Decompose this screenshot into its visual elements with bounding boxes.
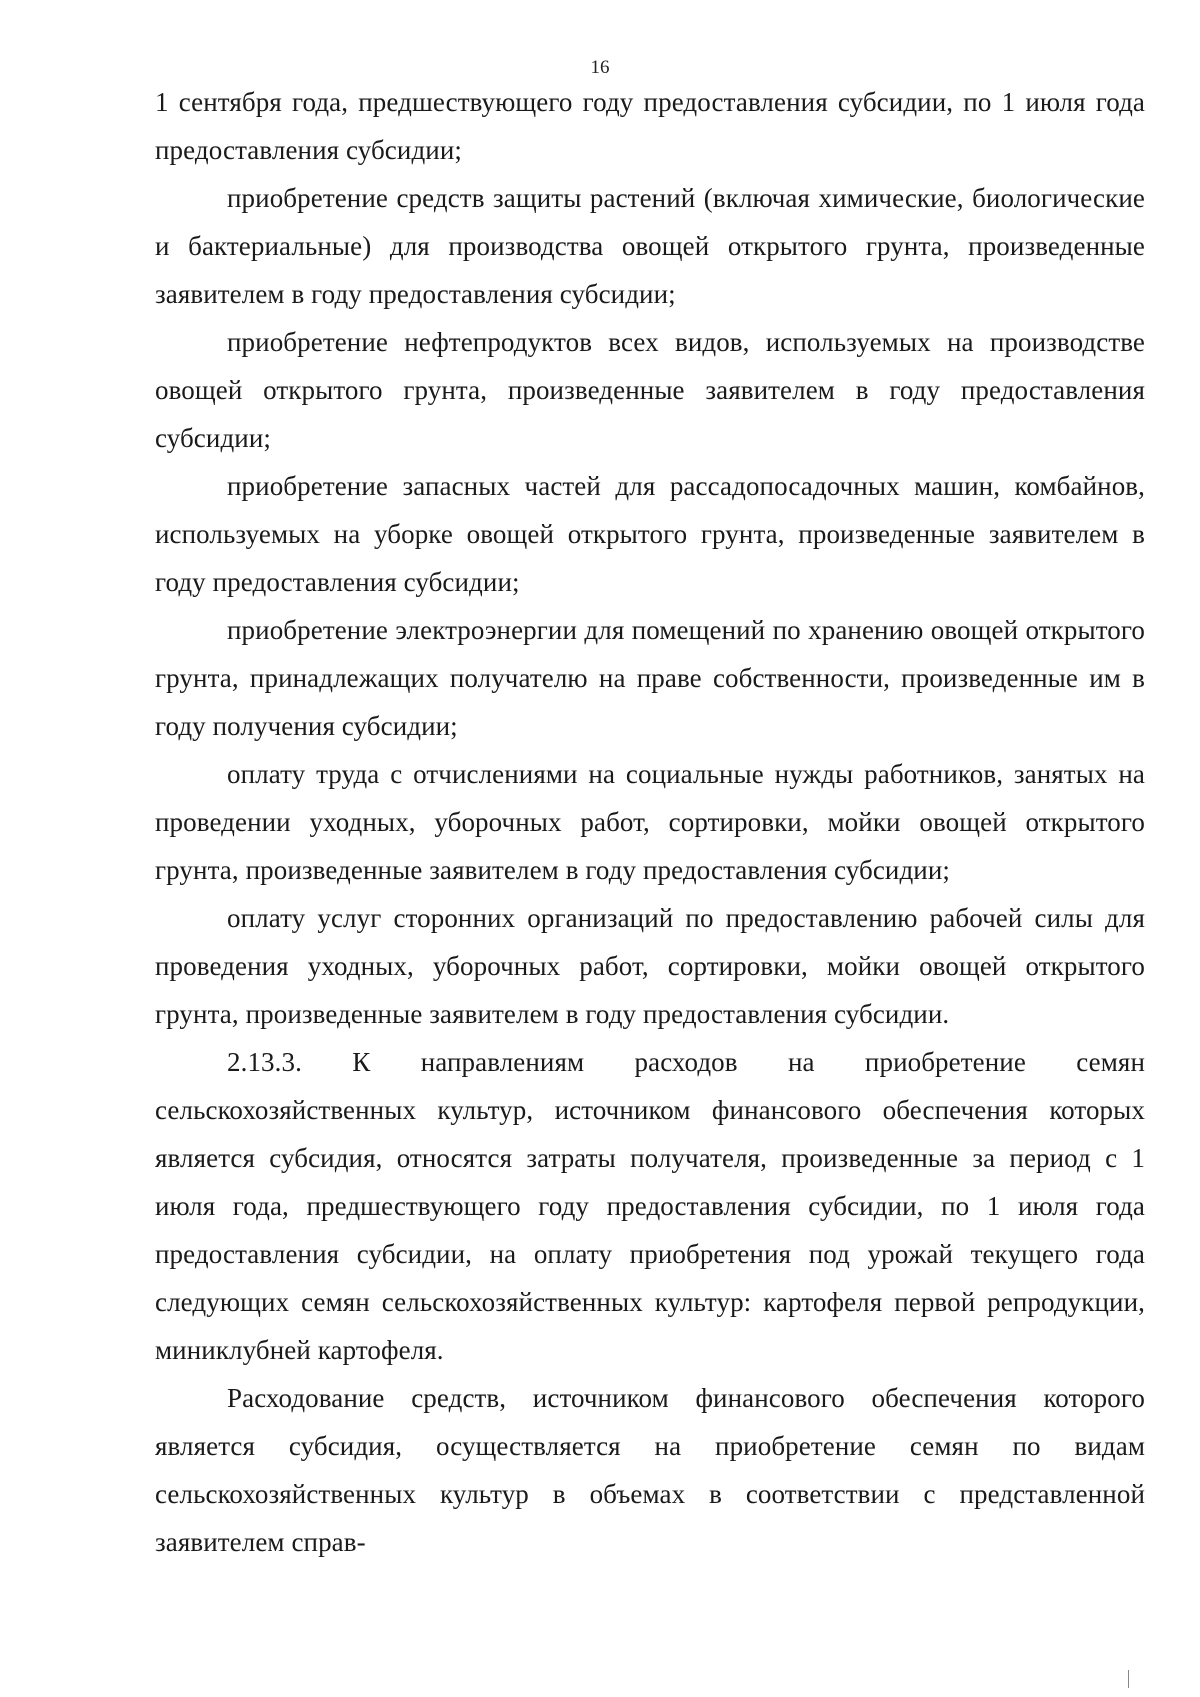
body-text [155,78,1145,1566]
page-number: 16 [590,57,610,78]
paragraph-5: приобретение электроэнергии для помещений по хранению овощей открытого грунта, принадлежащих получателю на праве собственности, произведенные им в году получения субсидии; [155,615,1145,741]
scan-artifact-mark [1128,1670,1129,1688]
paragraph-8: 2.13.3. К направлениям расходов на приобретение семян сельскохозяйственных культур, источником финансового обеспечения которых является субсидия, относятся затраты получателя, произведенные за период с 1 июля года, предшествующего году предоставления субсидии, по 1 июля года предоставления субсидии, на оплату приобретения под урожай текущего года следующих семян сельскохозяйственных культур: картофеля первой репродукции, миниклубней картофеля. [155,1047,1145,1365]
paragraph-1: 1 сентября года, предшествующего году предоставления субсидии, по 1 июля года предоставления субсидии; [155,87,1145,165]
paragraph-4: приобретение запасных частей для рассадопосадочных машин, комбайнов, используемых на уборке овощей открытого грунта, произведенные заявителем в году предоставления субсидии; [155,471,1145,597]
paragraph-6: оплату труда с отчислениями на социальные нужды работников, занятых на проведении уходных, уборочных работ, сортировки, мойки овощей открытого грунта, произведенные заявителем в году предоставления субсидии; [155,759,1145,885]
paragraph-9: Расходование средств, источником финансового обеспечения которого является субсидия, осуществляется на приобретение семян по видам сельскохозяйственных культур в объемах в соответствии с представленной заявителем справ- [155,1383,1145,1557]
paragraph-7: оплату услуг сторонних организаций по предоставлению рабочей силы для проведения уходных, уборочных работ, сортировки, мойки овощей открытого грунта, произведенные заявителем в году предоставления субсидии. [155,903,1145,1029]
paragraph-3: приобретение нефтепродуктов всех видов, используемых на производстве овощей открытого грунта, произведенные заявителем в году предоставления субсидии; [155,327,1145,453]
paragraph-2: приобретение средств защиты растений (включая химические, биологические и бактериальные) для производства овощей открытого грунта, произведенные заявителем в году предоставления субсидии; [155,183,1145,309]
